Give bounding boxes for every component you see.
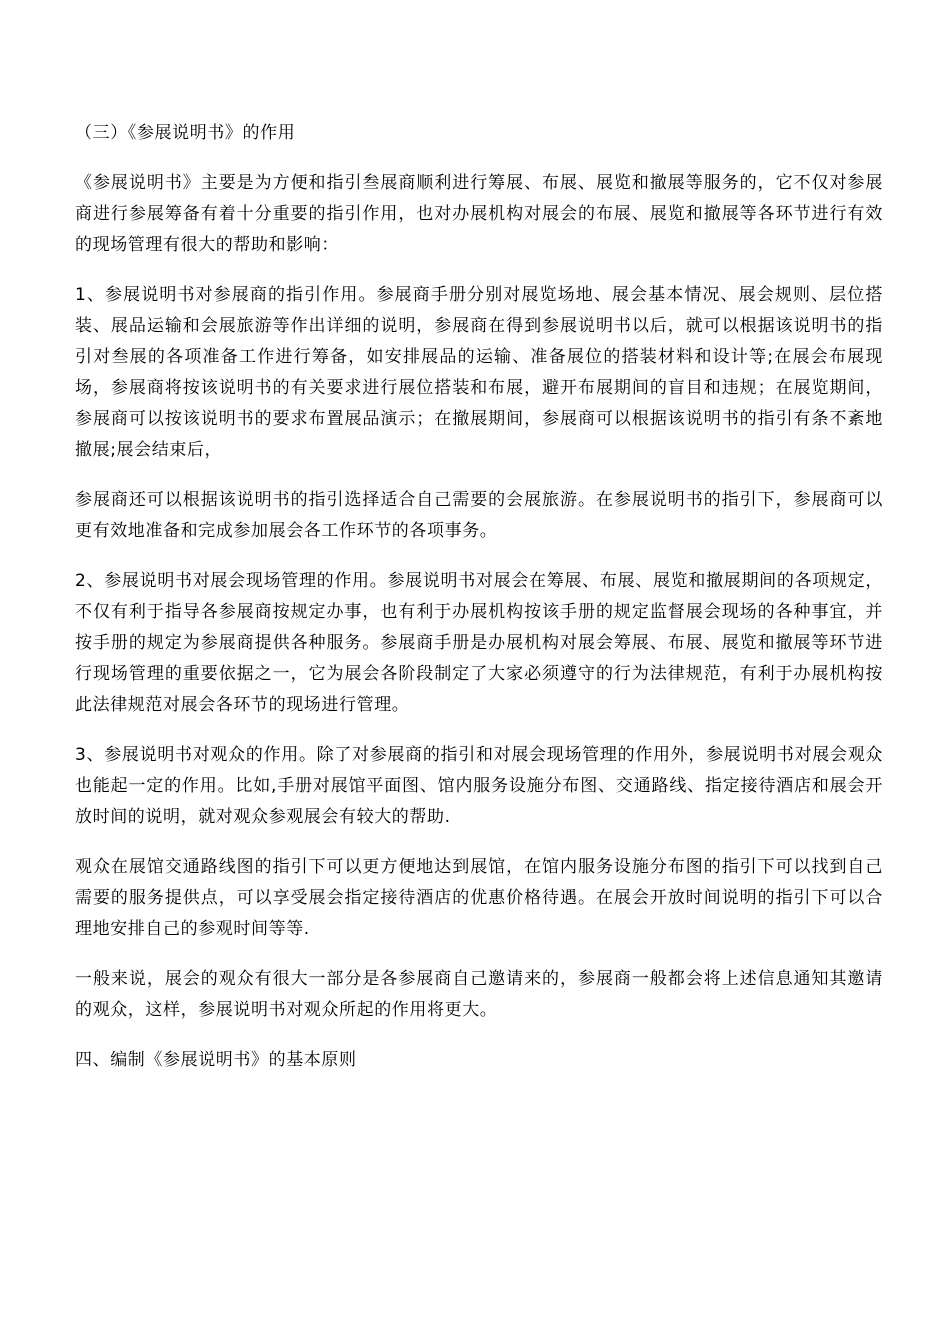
paragraph-visitor-role: 3、参展说明书对观众的作用。除了对参展商的指引和对展会现场管理的作用外，参展说明书对展会观众也能起一定的作用。比如,手册对展馆平面图、馆内服务设施分布图、交通路线、指定接待酒店和展会开放时间的说明，就对观众参观展会有较大的帮助. (75, 745, 883, 827)
document-body (75, 118, 883, 1095)
paragraph-intro: 《参展说明书》主要是为方便和指引叁展商顺利进行筹展、布展、展览和撤展等服务的，它不仅对参展商进行参展筹备有着十分重要的指引作用，也对办展机构对展会的布展、展览和撤展等各环节进行有效的现场管理有很大的帮助和影响： (75, 173, 883, 255)
paragraph-onsite-management: 2、参展说明书对展会现场管理的作用。参展说明书对展会在筹展、布展、展览和撤展期间的各项规定，不仅有利于指导各参展商按规定办事，也有利于办展机构按该手册的规定监督展会现场的各种事宜，并按手册的规定为参展商提供各种服务。参展商手册是办展机构对展会筹展、布展、展览和撤展等环节进行现场管理的重要依据之一，它为展会各阶段制定了大家必须遵守的行为法律规范，有利于办展机构按此法律规范对展会各环节的现场进行管理。 (75, 571, 883, 715)
paragraph-exhibitor-guidance: 1、参展说明书对参展商的指引作用。参展商手册分别对展览场地、展会基本情况、展会规则、层位搭装、展品运输和会展旅游等作出详细的说明，参展商在得到参展说明书以后，就可以根据该说明书的指引对叁展的各项准备工作进行筹备，如安排展品的运输、准备展位的搭装材料和设计等;在展会布展现场，参展商将按该说明书的有关要求进行展位搭装和布展，避开布展期间的盲目和违规；在展览期间，参展商可以按该说明书的要求布置展品演示；在撤展期间，参展商可以根据该说明书的指引有条不紊地撤展;展会结束后， (75, 285, 883, 460)
paragraph-exhibitor-guidance-continued: 参展商还可以根据该说明书的指引选择适合自己需要的会展旅游。在参展说明书的指引下，参展商可以更有效地准备和完成参加展会各工作环节的各项事务。 (75, 490, 883, 541)
paragraph-visitor-invitation: 一般来说，展会的观众有很大一部分是各参展商自己邀请来的，参展商一般都会将上述信息通知其邀请的观众，这样，参展说明书对观众所起的作用将更大。 (75, 969, 883, 1020)
section-heading: （三）《参展说明书》的作用 (75, 123, 296, 143)
next-section-heading: 四、编制《参展说明书》的基本原则 (75, 1050, 357, 1070)
paragraph-visitor-role-continued: 观众在展馆交通路线图的指引下可以更方便地达到展馆，在馆内服务设施分布图的指引下可以找到自己需要的服务提供点，可以享受展会指定接待酒店的优惠价格待遇。在展会开放时间说明的指引下可以合理地安排自己的参观时间等等. (75, 857, 883, 939)
